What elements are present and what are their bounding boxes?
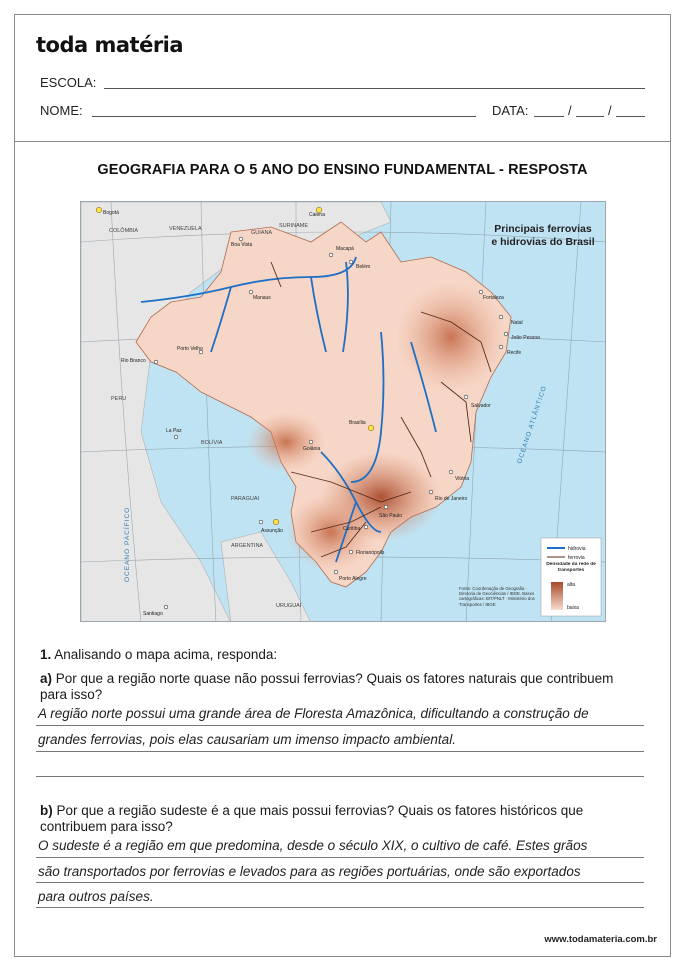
city-label: Vitória bbox=[455, 476, 470, 482]
answer-line bbox=[36, 751, 644, 752]
city-label: Santiago bbox=[143, 611, 163, 617]
legend-density-scale bbox=[551, 582, 563, 610]
density-area-south bbox=[286, 492, 376, 572]
name-field[interactable] bbox=[92, 116, 476, 117]
country-label: URUGUAI bbox=[276, 603, 302, 609]
question-a-label: a) bbox=[40, 671, 53, 686]
density-area-center bbox=[246, 412, 326, 472]
map-source: Fonte: Coordenação de Geografia · Diretoria de Geociências / IBGE. Bases cartográficas: BIT/PNLT · Ministério dos Transportes / IBGE bbox=[459, 586, 535, 607]
map-legend bbox=[541, 538, 601, 616]
ocean-pacific-label: OCEANO PACÍFICO bbox=[124, 506, 131, 582]
city-label: Rio Branco bbox=[121, 358, 146, 364]
legend-high: alta bbox=[567, 582, 576, 588]
map-title-line2: e hidrovias do Brasil bbox=[491, 236, 595, 248]
map-title-line1: Principais ferrovias bbox=[494, 223, 592, 235]
question-intro bbox=[40, 647, 277, 663]
question-a bbox=[40, 671, 613, 687]
date-label: DATA: bbox=[492, 103, 529, 118]
city-label: Boa Vista bbox=[231, 242, 253, 248]
country-label: SURINAME bbox=[279, 223, 309, 229]
country-label: GUIANA bbox=[251, 230, 273, 236]
school-label: ESCOLA: bbox=[40, 75, 97, 90]
country-label: COLÔMBIA bbox=[109, 228, 139, 234]
question-b-text: Por que a região sudeste é a que mais possui ferrovias? Quais os fatores históricos que bbox=[52, 803, 584, 818]
header-divider bbox=[14, 141, 671, 142]
country-label: VENEZUELA bbox=[169, 226, 202, 232]
legend-density-title: Densidade da rede de transportes bbox=[546, 562, 596, 573]
country-label: BOLÍVIA bbox=[201, 440, 223, 446]
city-label: Caiena bbox=[309, 212, 325, 218]
city-label: Rio de Janeiro bbox=[435, 496, 468, 502]
map-svg bbox=[81, 202, 606, 622]
city-label: Belém bbox=[356, 264, 371, 270]
city-label: Fortaleza bbox=[483, 295, 504, 301]
question-a-line2: para isso? bbox=[40, 687, 103, 702]
city-label: Brasília bbox=[349, 420, 366, 426]
question-b-line2: contribuem para isso? bbox=[40, 819, 173, 834]
city-label: Assunção bbox=[261, 528, 283, 534]
date-year-field[interactable] bbox=[616, 116, 645, 117]
city-label: Florianópolis bbox=[356, 550, 385, 556]
country-label: PARAGUAI bbox=[231, 496, 260, 502]
capital-marker bbox=[368, 425, 374, 431]
question-b bbox=[40, 803, 583, 819]
page-title: GEOGRAFIA PARA O 5 ANO DO ENSINO FUNDAMENTAL - RESPOSTA bbox=[97, 162, 588, 178]
capital-marker bbox=[273, 519, 279, 525]
city-label: João Pessoa bbox=[511, 335, 540, 341]
brand-logo: toda matéria bbox=[36, 33, 184, 57]
city-label: Salvador bbox=[471, 403, 491, 409]
answer-line bbox=[36, 776, 644, 777]
city-label: Recife bbox=[507, 350, 522, 356]
question-a-text: Por que a região norte quase não possui ferrovias? Quais os fatores naturais que contribuem bbox=[52, 671, 614, 686]
city-label: Natal bbox=[511, 320, 523, 326]
city-label: Porto Alegre bbox=[339, 576, 367, 582]
legend-ferrovia: ferrovia bbox=[568, 555, 585, 561]
answer-a-line1: A região norte possui uma grande área de Floresta Amazônica, dificultando a construção de bbox=[38, 706, 589, 721]
answer-line bbox=[36, 882, 644, 883]
country-label: ARGENTINA bbox=[231, 543, 264, 549]
city-label: Bogotá bbox=[103, 210, 119, 216]
city-label: Curitiba bbox=[343, 526, 361, 532]
date-separator: / bbox=[568, 103, 572, 118]
city-label: São Paulo bbox=[379, 513, 403, 519]
question-number: 1. bbox=[40, 647, 52, 662]
date-month-field[interactable] bbox=[576, 116, 604, 117]
answer-b-line2: são transportados por ferrovias e levados para as regiões portuárias, onde são exportados bbox=[38, 864, 581, 879]
date-separator: / bbox=[608, 103, 612, 118]
city-label: Macapá bbox=[336, 246, 354, 252]
answer-b-line1: O sudeste é a região em que predomina, desde o século XIX, o cultivo de café. Estes grãos bbox=[38, 838, 588, 853]
date-day-field[interactable] bbox=[534, 116, 564, 117]
answer-line bbox=[36, 857, 644, 858]
city-label: La Paz bbox=[166, 428, 182, 434]
name-label: NOME: bbox=[40, 103, 83, 118]
city-label: Porto Velho bbox=[177, 346, 203, 352]
brazil-transport-map bbox=[80, 201, 606, 622]
city-label: Goiânia bbox=[303, 446, 321, 452]
legend-low: baixa bbox=[567, 605, 579, 611]
city-label: Manaus bbox=[253, 295, 271, 301]
question-b-label: b) bbox=[40, 803, 53, 818]
legend-hidrovia: hidrovia bbox=[568, 546, 586, 552]
capital-marker bbox=[96, 207, 102, 213]
question-intro-text: Analisando o mapa acima, responda: bbox=[51, 647, 278, 662]
ocean-atlantic-label: OCEANO ATLÂNTICO bbox=[516, 384, 549, 465]
school-field[interactable] bbox=[104, 88, 645, 89]
footer-url[interactable]: www.todamateria.com.br bbox=[544, 934, 657, 945]
answer-line bbox=[36, 907, 644, 908]
answer-line bbox=[36, 725, 644, 726]
country-label: PERU bbox=[111, 396, 127, 402]
answer-b-line3: para outros países. bbox=[38, 889, 154, 904]
answer-a-line2: grandes ferrovias, pois elas causariam um imenso impacto ambiental. bbox=[38, 732, 456, 747]
